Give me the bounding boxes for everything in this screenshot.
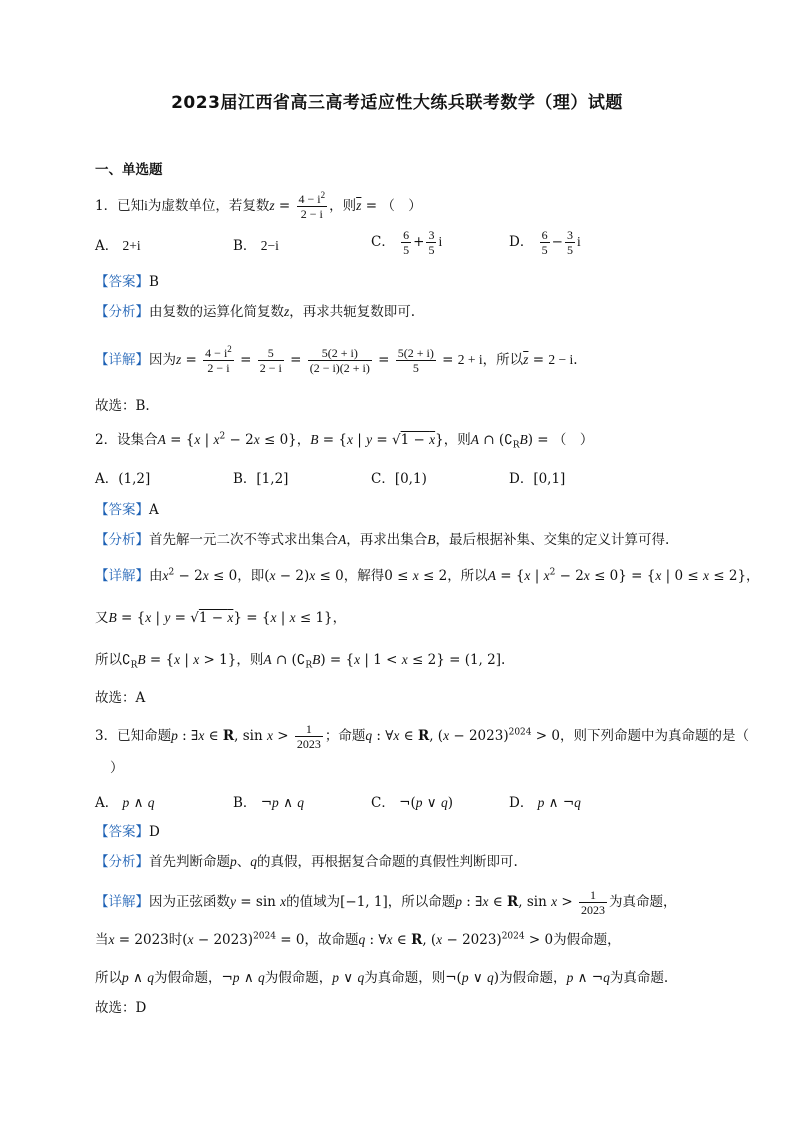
q3-analysis: 【分析】首先判断命题p、q的真假，再根据复合命题的真假性判断即可.	[95, 854, 518, 870]
section-heading: 一、单选题	[95, 162, 163, 178]
q3-stem: 3．已知命题p : ∃x ∈ R, sin x > $\frac{1}{2023}$ ；命题q : ∀x ∈ R, $(x - 2023)^{2024} > 0$，则下列命题中为真命题的是（	[95, 722, 749, 751]
q2-detail-3: 所以$∁_RB = \{x$ | x > 1}，则A ∩ $(∁_RB) = \{x$ | 1 < x ≤ 2} = (1, 2].	[95, 652, 506, 671]
page-title: 2023届江西省高三高考适应性大练兵联考数学（理）试题	[171, 93, 623, 113]
q2-detail-1: 【详解】由$x^2 - 2x \le 0$，即(x − 2)x ≤ 0，解得0 ≤ x ≤ 2，所以A = {x | $x^2 - 2x \le 0\} = \{x$ | 0 ≤ x ≤ 2}，	[95, 567, 760, 584]
q2-option-a[interactable]: A．(1,2]	[95, 471, 151, 487]
q1-conclusion: 故选：B.	[95, 398, 150, 414]
q1-answer: 【答案】B	[95, 274, 159, 290]
q2-detail-2: 又B = {x | y = √1 − x} = {x | x ≤ 1}，	[95, 610, 347, 626]
q2-option-c[interactable]: C．[0,1)	[371, 471, 427, 487]
q2-option-b[interactable]: B．[1,2]	[233, 471, 289, 487]
q2-option-d[interactable]: D．[0,1]	[509, 471, 566, 487]
q2-conclusion: 故选：A	[95, 690, 146, 706]
q2-answer: 【答案】A	[95, 502, 159, 518]
q3-option-d[interactable]: D． p ∧ ¬q	[509, 795, 581, 811]
q1-option-b[interactable]: B． 2−i	[233, 238, 279, 254]
q3-detail-2: 当x = 2023时$(x - 2023)^{2024} = 0$，故命题q : ∀x ∈ R, $(x - 2023)^{2024} > 0$为假命题，	[95, 931, 621, 948]
q1-analysis: 【分析】由复数的运算化简复数z，再求共轭复数即可.	[95, 304, 416, 320]
q1-detail: 【详解】因为z = $\frac{4 - i^2}{2 - i}$ = $\frac{5}{2 - i}$ = $\frac{5(2 + i)}{(2 - i)(2 + i)}$ = $\frac{5(2 + i)}{5}$ = 2 + i，所以$\overline{z} = 2 - i$.	[95, 344, 578, 375]
q1-option-c[interactable]: C． $\frac{6}{5}$ + $\frac{3}{5}$ i	[371, 228, 443, 257]
q3-stem-cont: ）	[110, 760, 124, 776]
q1-option-a[interactable]: A． 2+i	[95, 238, 141, 254]
q3-option-a[interactable]: A． p ∧ q	[95, 795, 155, 811]
q3-conclusion: 故选：D	[95, 1000, 147, 1016]
q3-detail-1: 【详解】因为正弦函数y = sin x的值域为[−1, 1]，所以命题p : ∃x ∈ R, sin x > $\frac{1}{2023}$ 为真命题，	[95, 888, 677, 917]
q3-detail-3: 所以p ∧ q为假命题，¬p ∧ q为假命题，p ∨ q为真命题，则¬(p ∨ q)为假命题，p ∧ ¬q为真命题.	[95, 970, 669, 986]
q1-option-d[interactable]: D． $\frac{6}{5}$ − $\frac{3}{5}$ i	[509, 228, 581, 257]
q1-stem: 1．已知i为虚数单位，若复数z = $\frac{4 - i^2}{2 - i}$ ，则$\overline{z}$ = （ ）	[95, 190, 422, 221]
q3-option-b[interactable]: B． ¬p ∧ q	[233, 795, 304, 811]
q1-fraction: $\frac{4 - i^2}{2 - i}$	[298, 190, 326, 221]
q2-stem: 2．设集合A = {x | $x^2 - 2x \le 0$}，B = {x | y = √1 − x}，则A ∩ $(∁_RB)$ = （ ）	[95, 431, 594, 451]
q2-analysis: 【分析】首先解一元二次不等式求出集合A，再求出集合B，最后根据补集、交集的定义计算可得.	[95, 532, 670, 548]
q3-option-c[interactable]: C． ¬(p ∨ q)	[371, 795, 453, 811]
q3-answer: 【答案】D	[95, 824, 160, 840]
